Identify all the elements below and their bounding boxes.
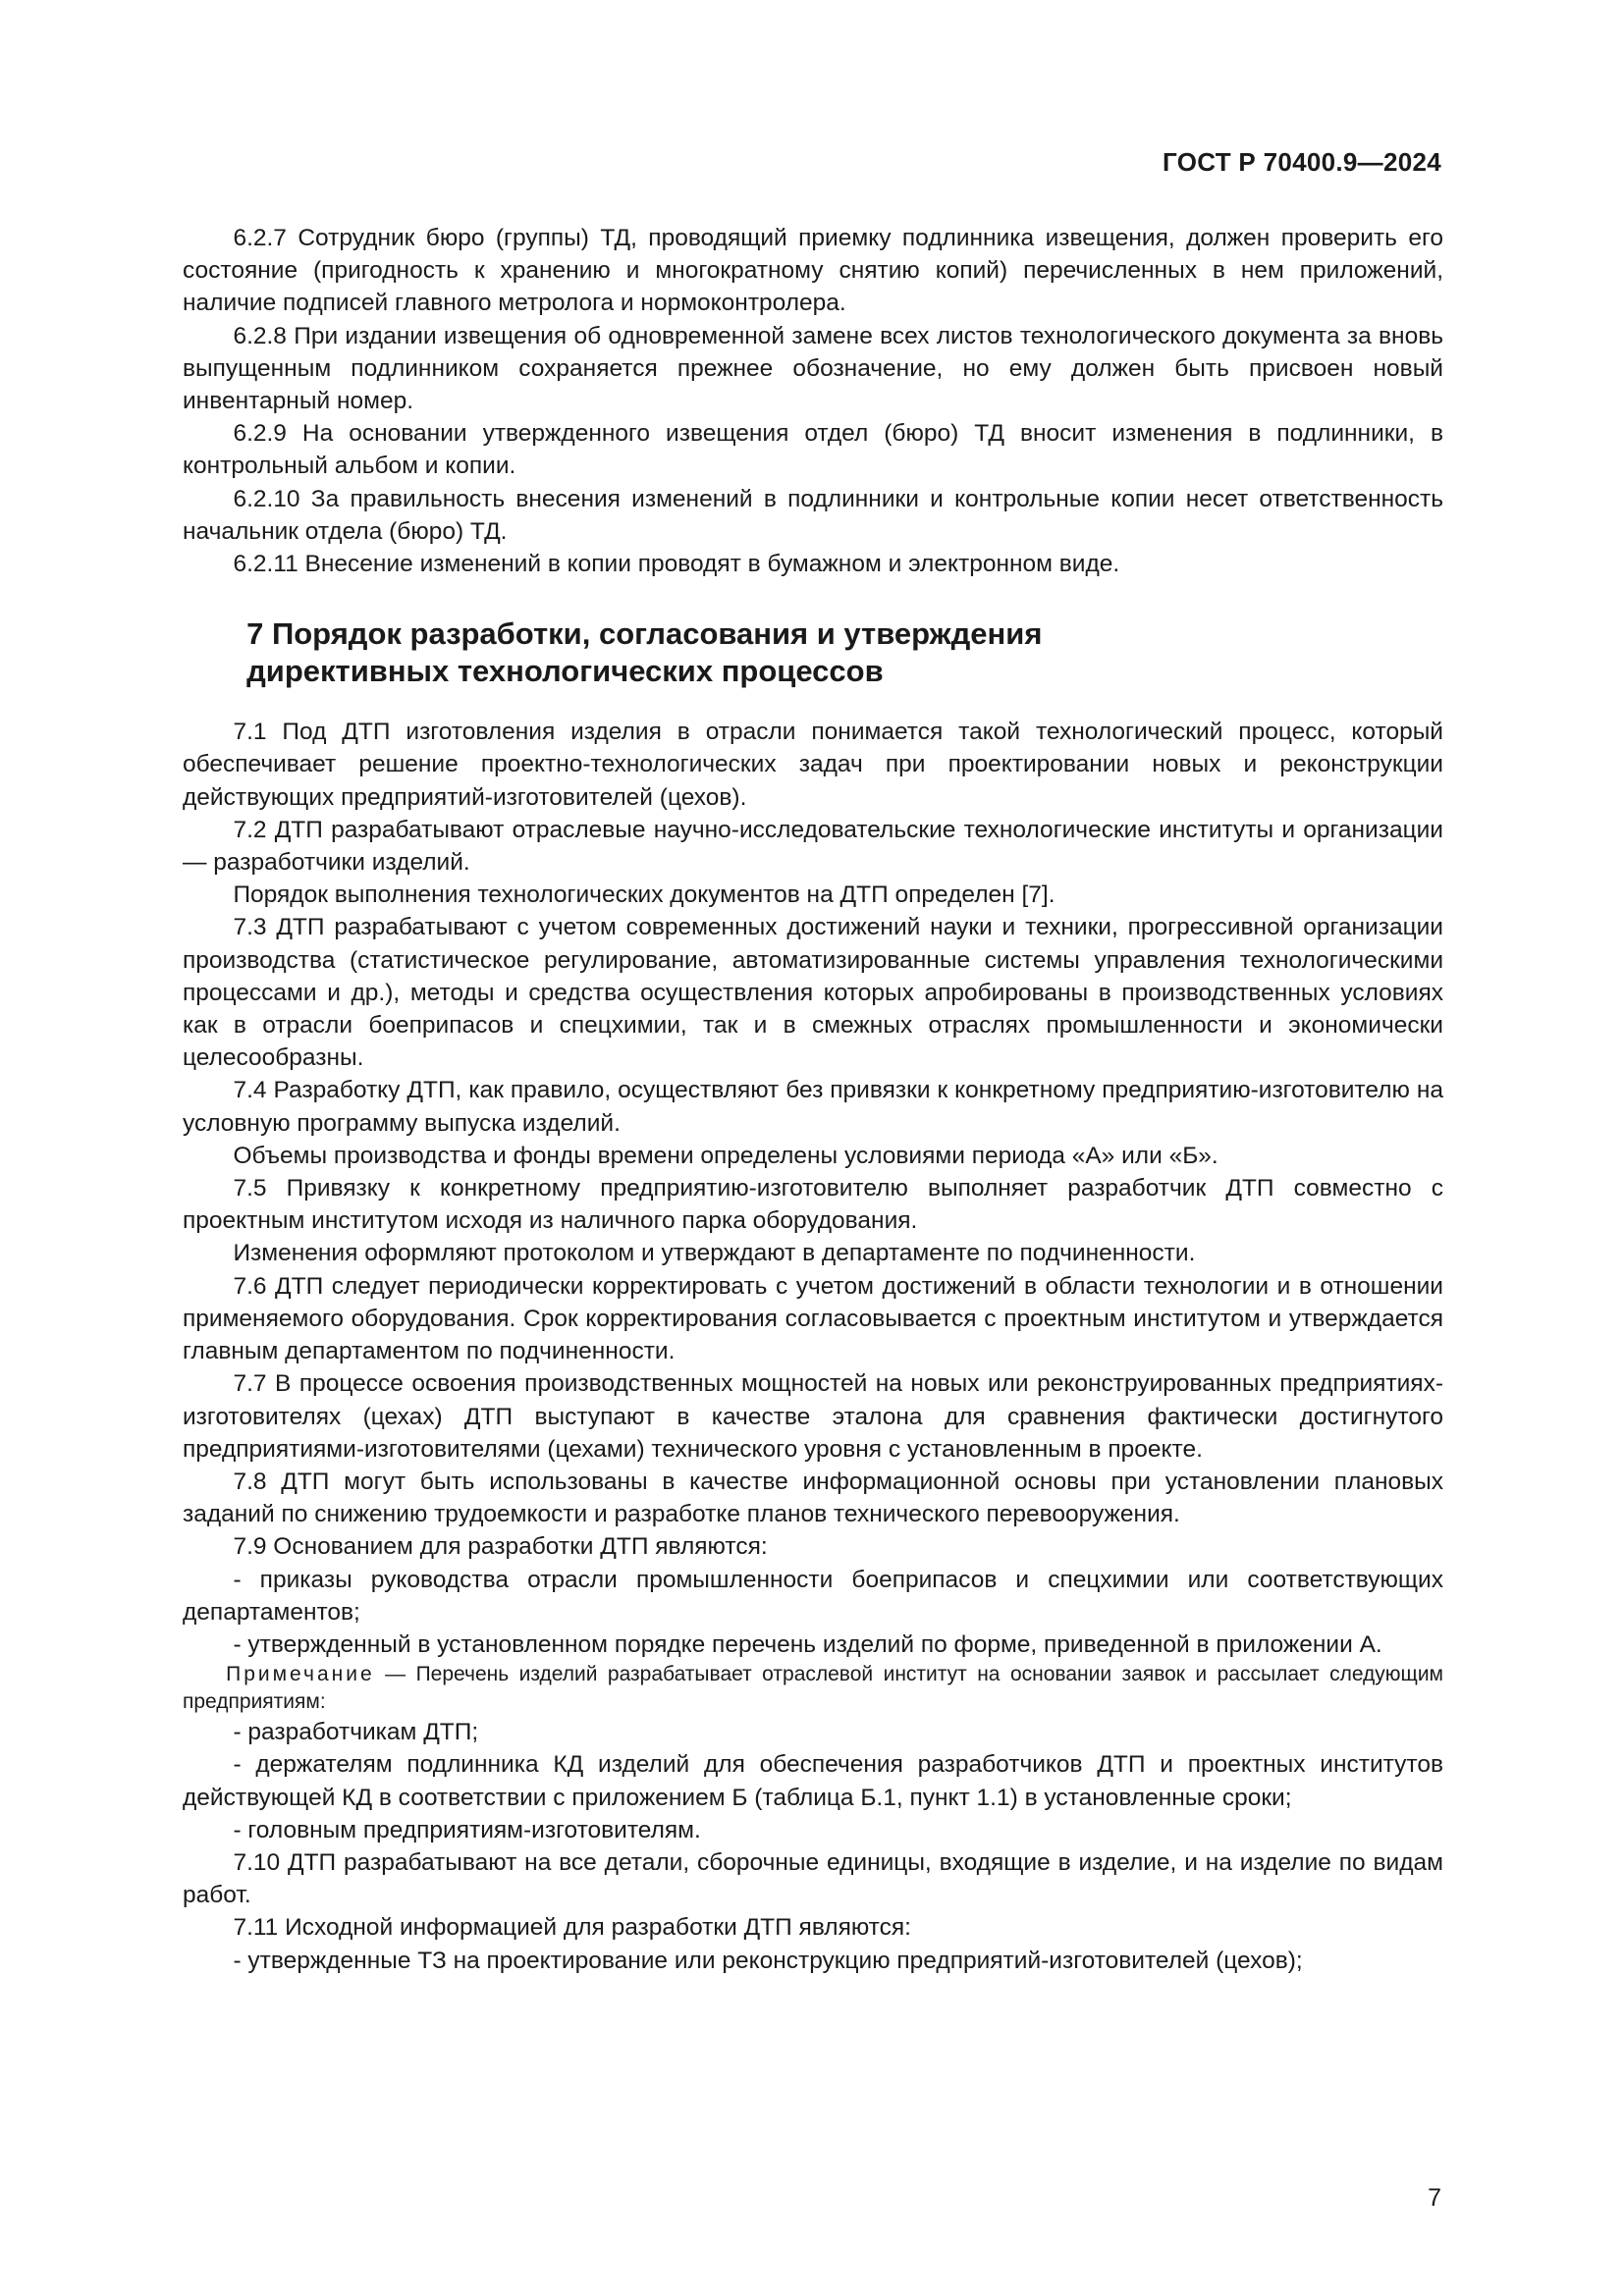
list-item-approved-tz: - утвержденные ТЗ на проектирование или реконструкцию предприятий-изготовителей (цехов); (233, 1947, 1303, 1974)
paragraph-6-2-10: 6.2.10 За правильность внесения изменений в подлинники и контрольные копии несет ответственность начальник отдела (бюро) ТД. (183, 485, 1443, 545)
list-item-head-enterprises: - головным предприятиям-изготовителям. (233, 1816, 701, 1843)
note-text: — Перечень изделий разрабатывает отраслевой институт на основании заявок и рассылает следующим предприятиям: (183, 1663, 1443, 1714)
paragraph-7-6: 7.6 ДТП следует периодически корректировать с учетом достижений в области технологии и в отношении применяемого оборудования. Срок корректирования согласовывается с проектным институтом и утверждается главным департаментом по подчиненности. (183, 1272, 1443, 1365)
paragraph-7-8: 7.8 ДТП могут быть использованы в качестве информационной основы при установлении плановых заданий по снижению трудоемкости и разработке планов технического перевооружения. (183, 1468, 1443, 1528)
list-item-kd-holders: - держателям подлинника КД изделий для обеспечения разработчиков ДТП и проектных институтов действующей КД в соответствии с приложением Б (таблица Б.1, пункт 1.1) в установленные сроки; (183, 1751, 1443, 1811)
paragraph-7-4: 7.4 Разработку ДТП, как правило, осуществляют без привязки к конкретному предприятию-изготовителю на условную программу выпуска изделий. (183, 1077, 1443, 1137)
paragraph-7-2: 7.2 ДТП разрабатывают отраслевые научно-исследовательские технологические институты и организации — разработчики изделий. (183, 816, 1443, 877)
paragraph-6-2-11: 6.2.11 Внесение изменений в копии проводят в бумажном и электронном виде. (233, 551, 1120, 578)
paragraph-7-10: 7.10 ДТП разрабатывают на все детали, сборочные единицы, входящие в изделие, и на изделие по видам работ. (183, 1848, 1443, 1909)
paragraph-6-2-9: 6.2.9 На основании утвержденного извещения отдел (бюро) ТД вносит изменения в подлинники, в контрольный альбом и копии. (183, 420, 1443, 480)
section-title-line-1: 7 Порядок разработки, согласования и утверждения (246, 616, 1043, 652)
note (183, 1661, 1443, 1716)
note-label: Примечание (226, 1663, 375, 1686)
list-item-developers: - разработчикам ДТП; (233, 1719, 479, 1746)
page-content (183, 222, 1443, 1977)
paragraph-7-5: 7.5 Привязку к конкретному предприятию-изготовителю выполняет разработчик ДТП совместно с проектным институтом исходя из наличного парка оборудования. (183, 1175, 1443, 1235)
paragraph-7-2-sub: Порядок выполнения технологических документов на ДТП определен [7]. (233, 881, 1056, 909)
paragraph-7-7: 7.7 В процессе освоения производственных мощностей на новых или реконструированных предприятиях-изготовителях (цехах) ДТП выступают в качестве эталона для сравнения фактически достигнутого предприятиями-изготовителями (цехами) технического уровня с установленным в проекте. (183, 1370, 1443, 1463)
list-item-product-list: - утвержденный в установленном порядке перечень изделий по форме, приведенной в приложении А. (233, 1630, 1382, 1658)
paragraph-6-2-8: 6.2.8 При издании извещения об одновременной замене всех листов технологического документа за вновь выпущенным подлинником сохраняется прежнее обозначение, но ему должен быть присвоен новый инвентарный номер. (183, 322, 1443, 415)
paragraph-6-2-7: 6.2.7 Сотрудник бюро (группы) ТД, проводящий приемку подлинника извещения, должен проверить его состояние (пригодность к хранению и многократному снятию копий) перечисленных в нем приложений, наличие подписей главного метролога и нормоконтролера. (183, 225, 1443, 317)
document-code-header: ГОСТ Р 70400.9—2024 (1163, 147, 1441, 177)
paragraph-7-4-sub: Объемы производства и фонды времени определены условиями периода «А» или «Б». (233, 1142, 1218, 1169)
list-item-orders: - приказы руководства отрасли промышленности боеприпасов и спецхимии или соответствующих департаментов; (183, 1566, 1443, 1626)
section-7-title (183, 615, 1443, 690)
paragraph-7-3: 7.3 ДТП разрабатывают с учетом современных достижений науки и техники, прогрессивной организации производства (статистическое регулирование, автоматизированные системы управления технологическими процессами и др.), методы и средства осуществления которых апробированы в производственных условиях как в отрасли боеприпасов и спецхимии, так и в смежных отраслях промышленности и экономически целесообразны. (183, 914, 1443, 1072)
paragraph-7-5-sub: Изменения оформляют протоколом и утверждают в департаменте по подчиненности. (233, 1240, 1196, 1267)
section-title-line-2: директивных технологических процессов (246, 654, 884, 689)
page-number: 7 (1428, 2184, 1441, 2212)
paragraph-7-9: 7.9 Основанием для разработки ДТП являются: (233, 1533, 768, 1561)
paragraph-7-11: 7.11 Исходной информацией для разработки ДТП являются: (233, 1914, 911, 1942)
paragraph-7-1: 7.1 Под ДТП изготовления изделия в отрасли понимается такой технологический процесс, который обеспечивает решение проектно-технологических задач при проектировании новых и реконструкции действующих предприятий-изготовителей (цехов). (183, 719, 1443, 811)
